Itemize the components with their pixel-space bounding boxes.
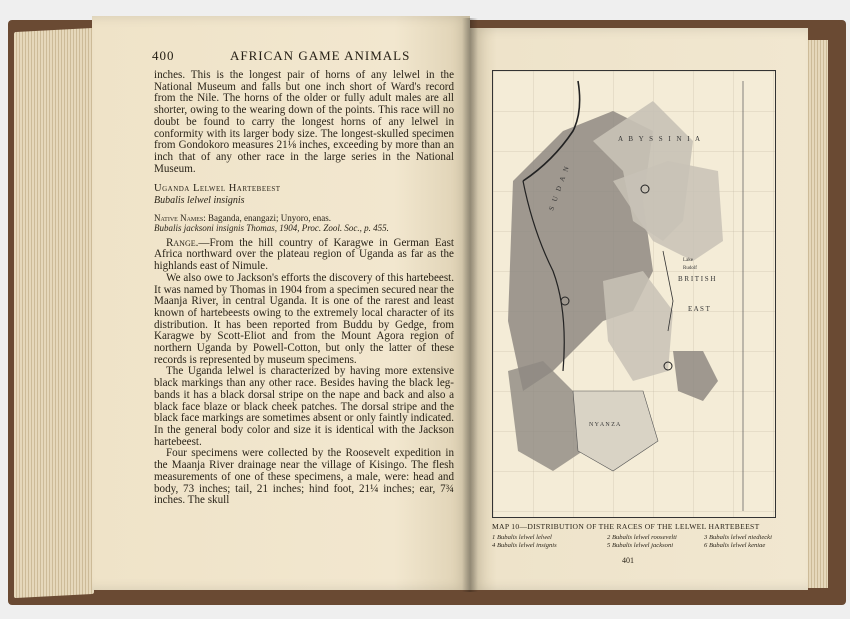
book-gutter [462,18,478,592]
range-paragraph [154,238,454,273]
page-edges-left [14,28,94,598]
label-lake: Lake [683,258,693,263]
distribution-map [492,70,776,518]
right-page [470,28,808,590]
range-text: —From the hill country of Karagwe in German East Africa northward over the plateau region of Uganda as far as the highlands east of Nimule. [154,236,454,273]
legend-item-2: 2 Bubalis lelwel roosevelti [607,534,677,541]
section-title: Uganda Lelwel Hartebeest [154,183,281,195]
section-subtitle: Bubalis lelwel insignis [154,195,245,207]
native-names [154,213,454,224]
legend-item-4: 4 Bubalis lelwel insignis [492,542,557,549]
body-text [154,70,454,507]
label-east: E A S T [688,305,710,313]
range-label: Range. [166,236,199,249]
paragraph-2: We also owe to Jackson's efforts the discovery of this hartebeest. It was named by Thomas in 1904 from a specimen secured near the Maanja River, in central Uganda. It is one of the rarest and least known of hartebeests owing to the extremely local character of its distribution. It has been reported from Buddu by Gedge, from Karagwe by Scott-Eliot and from the Mount Agora region of northern Uganda by Powell-Cotton, but only the latter of these records is represented by museum specimens. [154,271,454,366]
paragraph-3: The Uganda lelwel is characterized by having more extensive black markings than any other race. Besides having the black leg-bands it has a black dorsal stripe on the nape and back and also a black face blaze or black cheek patches. The dorsal stripe and the black face markings are sometimes absent or only faintly indicated. In the general body color and size it is identical with the Jackson hartebeest. [154,365,454,448]
page-number-left: 400 [152,48,175,63]
label-abyssinia: A B Y S S I N I A [618,135,703,143]
paragraph-4: Four specimens were collected by the Roosevelt expedition in the Maanja River drainage near the village of Kisingo. The flesh measurements of one of these specimens, a male, were: head and body, 73 inches; tail, 21 inches; hind foot, 21¼ inches; ear, 7¾ inches. The skull [154,447,454,507]
map-graphic [493,71,775,517]
label-british: B R I T I S H [678,275,716,283]
legend-item-1: 1 Bubalis lelwel lelwel [492,534,552,541]
paragraph-1: inches. This is the longest pair of horns of any lelwel in the National Museum and falls but one inch short of Ward's record from the Nile. The horns of the older or fully adult males are all shorter, owing to the wearing down of the points. This race will no doubt be found to carry the longest horns of any lelwel in conformity with its larger body size. The longest-skulled specimen from Gondokoro measures 21⅛ inches, exceeding by more than an inch that of any other race in the large series in the National Museum. [154,69,454,175]
synonym-line: Bubalis jacksoni insignis Thomas, 1904, Proc. Zool. Soc., p. 455. [154,223,389,234]
label-sudan: S U D A N [547,163,572,212]
legend-item-5: 5 Bubalis lelwel jacksoni [607,542,674,549]
running-title: AFRICAN GAME ANIMALS [230,48,411,63]
page-number-right: 401 [622,556,634,565]
legend-item-3: 3 Bubalis lelwel niediecki [704,534,772,541]
native-text: Baganda, enangazi; Unyoro, enas. [205,212,331,223]
legend-item-6: 6 Bubalis lelwel keniae [704,542,766,549]
left-page [92,16,470,590]
label-nyanza: N Y A N Z A [589,422,621,428]
map-caption: MAP 10—DISTRIBUTION OF THE RACES OF THE LELWEL HARTEBEEST [492,522,760,531]
native-label: Native Names: [154,212,206,223]
label-rudolf: Rudolf [683,266,697,271]
